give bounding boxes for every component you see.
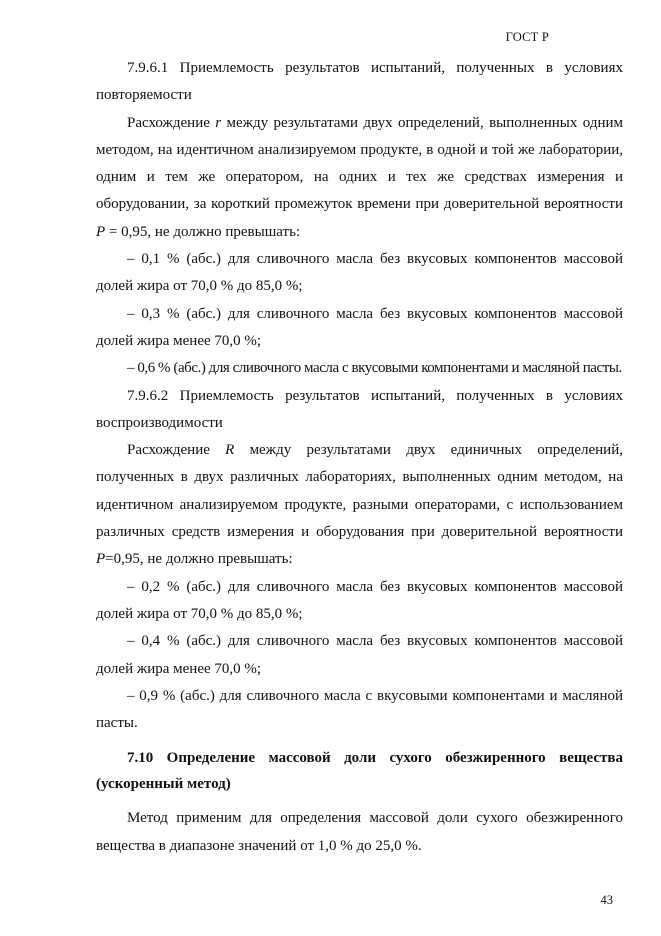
list-item: – 0,1 % (абс.) для сливочного масла без вкусовых компонентов массовой долей жира от 70,0 % до 85,0 %; — [96, 251, 623, 295]
page-header-standard-code: ГОСТ Р — [505, 30, 549, 44]
list-item: – 0,9 % (абс.) для сливочного масла с вкусовыми компонентами и масляной пасты. — [96, 687, 623, 732]
list-item: – 0,2 % (абс.) для сливочного масла без вкусовых компонентов массовой долей жира от 70,0 % до 85,0 %; — [96, 578, 623, 622]
text-run: =0,95, не должно превышать: — [105, 551, 293, 568]
text-run: = 0,95, не должно превышать: — [105, 223, 301, 240]
reproducibility-paragraph — [96, 437, 623, 573]
clause-7-9-6-1-title: 7.9.6.1 Приемлемость результатов испытаний, полученных в условиях повторяемости — [96, 60, 623, 104]
page-body — [96, 55, 623, 860]
variable-p: P — [96, 551, 106, 568]
page-number: 43 — [600, 893, 613, 907]
text-run: Расхождение — [127, 442, 226, 459]
variable-p: P — [96, 223, 106, 240]
text-run: между результатами двух определений, выполненных одним методом, на идентичном анализируемом продукте, в одной и той же лаборатории, одним и тем же оператором, на одних и тех же средствах измерения и оборудовании, за короткий промежуток времени при доверительной вероятности — [96, 114, 623, 213]
list-item: – 0,4 % (абс.) для сливочного масла без вкусовых компонентов массовой долей жира менее 70,0 %; — [96, 633, 623, 677]
text-run: между результатами двух единичных определений, полученных в двух различных лабораториях, выполненных одним методом, на идентичном анализируемом продукте, разными операторами, с использованием различных средств измерения и оборудования при доверительной вероятности — [96, 442, 623, 541]
text-run: Расхождение — [127, 114, 216, 131]
list-item: – 0,3 % (абс.) для сливочного масла без вкусовых компонентов массовой долей жира менее 70,0 %; — [96, 305, 623, 349]
method-scope-paragraph: Метод применим для определения массовой доли сухого обезжиренного вещества в диапазоне значений от 1,0 % до 25,0 %. — [96, 810, 623, 854]
repeatability-paragraph — [96, 110, 623, 246]
section-heading-7-10: 7.10 Определение массовой доли сухого обезжиренного вещества (ускоренный метод) — [96, 750, 623, 793]
variable-r-upper: R — [225, 442, 235, 459]
variable-r: r — [215, 114, 222, 131]
clause-7-9-6-2-title: 7.9.6.2 Приемлемость результатов испытаний, полученных в условиях воспроизводимости — [96, 387, 623, 431]
list-item: – 0,6 % (абс.) для сливочного масла с вкусовыми компонентами и масляной пасты. — [127, 360, 622, 377]
